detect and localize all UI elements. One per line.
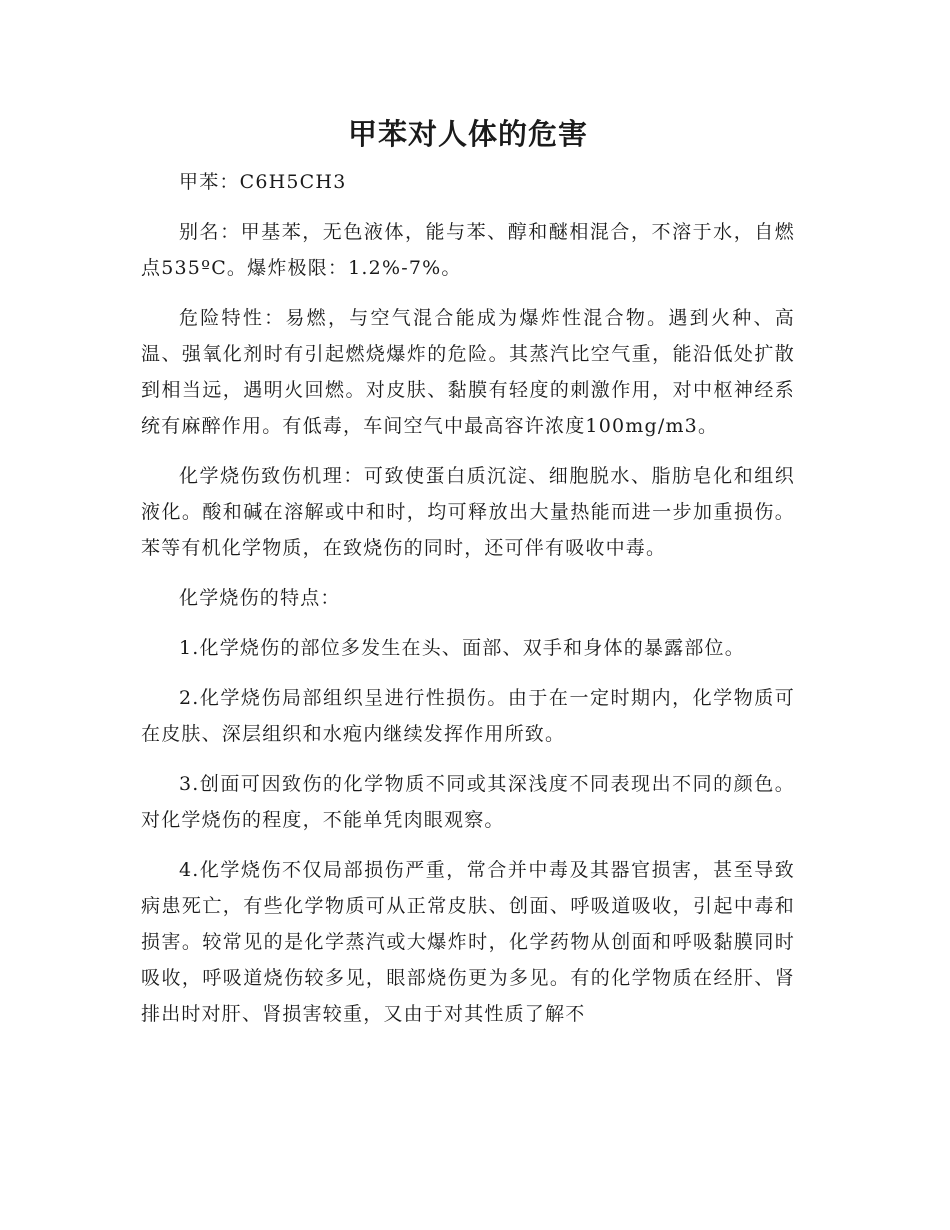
- paragraph-item-3: 3.创面可因致伤的化学物质不同或其深浅度不同表现出不同的颜色。对化学烧伤的程度，不能单凭肉眼观察。: [141, 773, 795, 831]
- paragraph-item-1: 1.化学烧伤的部位多发生在头、面部、双手和身体的暴露部位。: [179, 637, 745, 659]
- paragraph-alias: 别名：甲基苯，无色液体，能与苯、醇和醚相混合，不溶于水，自燃点535ºC。爆炸极限：1.2%-7%。: [141, 221, 795, 279]
- document-title: 甲苯对人体的危害: [347, 117, 588, 151]
- paragraph-mechanism: 化学烧伤致伤机理：可致使蛋白质沉淀、细胞脱水、脂肪皂化和组织液化。酸和碱在溶解或中和时，均可释放出大量热能而进一步加重损伤。苯等有机化学物质，在致烧伤的同时，还可伴有吸收中毒。: [141, 465, 795, 559]
- document-body: [141, 108, 795, 1046]
- paragraph-formula: 甲苯：C6H5CH3: [179, 171, 347, 193]
- paragraph-hazard: 危险特性：易燃，与空气混合能成为爆炸性混合物。遇到火种、高温、强氧化剂时有引起燃烧爆炸的危险。其蒸汽比空气重，能沿低处扩散到相当远，遇明火回燃。对皮肤、黏膜有轻度的刺激作用，对中枢神经系统有麻醉作用。有低毒，车间空气中最高容许浓度100mg/m3。: [141, 307, 795, 437]
- paragraph-item-4: 4.化学烧伤不仅局部损伤严重，常合并中毒及其器官损害，甚至导致病患死亡，有些化学物质可从正常皮肤、创面、呼吸道吸收，引起中毒和损害。较常见的是化学蒸汽或大爆炸时，化学药物从创面和呼吸黏膜同时吸收，呼吸道烧伤较多见，眼部烧伤更为多见。有的化学物质在经肝、肾排出时对肝、肾损害较重，又由于对其性质了解不: [141, 859, 795, 1025]
- paragraph-item-2: 2.化学烧伤局部组织呈进行性损伤。由于在一定时期内，化学物质可在皮肤、深层组织和水疱内继续发挥作用所致。: [141, 687, 795, 745]
- paragraph-features-heading: 化学烧伤的特点：: [179, 587, 341, 609]
